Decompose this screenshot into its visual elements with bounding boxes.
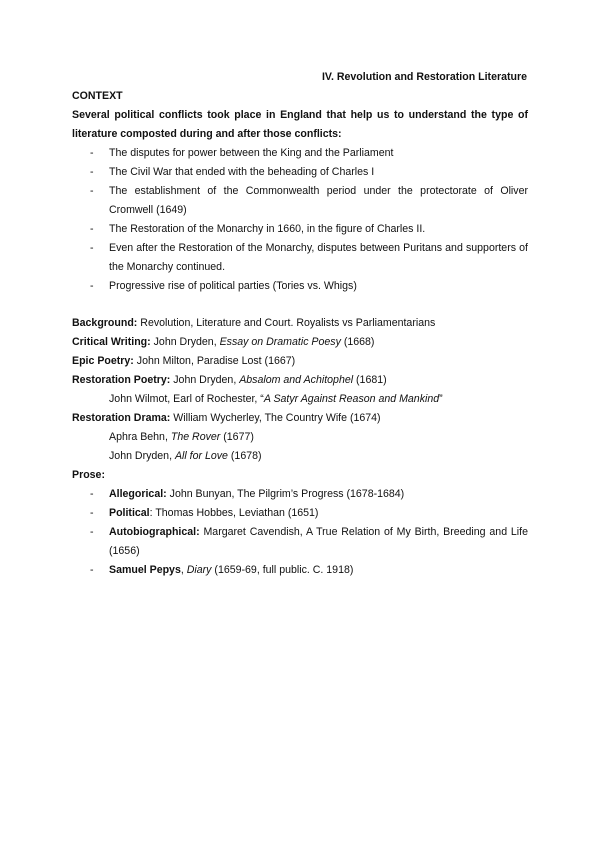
section-title: IV. Revolution and Restoration Literature: [321, 71, 527, 83]
restoration-drama-entry: John Dryden, All for Love (1678): [109, 450, 262, 462]
prose-heading: Prose:: [72, 469, 105, 481]
list-item: - The disputes for power between the King and the Parliament: [72, 144, 528, 163]
list-item: - Political: Thomas Hobbes, Leviathan (1651): [72, 504, 528, 523]
restoration-poetry-line: Restoration Poetry: John Dryden, Absalom and Achitophel (1681): [72, 374, 387, 386]
dash-bullet: -: [90, 242, 94, 254]
restoration-poetry-line-2: John Wilmot, Earl of Rochester, “A Satyr Against Reason and Mankind”: [109, 393, 443, 405]
list-item: - Autobiographical: Margaret Cavendish, A True Relation of My Birth, Breeding and Life (1656): [72, 523, 528, 561]
list-item: - The establishment of the Commonwealth period under the protectorate of Oliver Cromwell (1649): [72, 182, 528, 220]
list-item: - The Restoration of the Monarchy in 1660, in the figure of Charles II.: [72, 220, 528, 239]
context-heading: CONTEXT: [72, 90, 123, 102]
dash-bullet: -: [90, 564, 94, 576]
dash-bullet: -: [90, 223, 94, 235]
list-item: - Samuel Pepys, Diary (1659-69, full public. C. 1918): [72, 561, 528, 580]
context-intro: Several political conflicts took place in England that help us to understand the type of literature composted during and after those conflicts:: [72, 109, 528, 140]
spacer: [72, 296, 528, 314]
epic-poetry-line: Epic Poetry: John Milton, Paradise Lost (1667): [72, 355, 296, 367]
document-body: [72, 87, 528, 580]
dash-bullet: -: [90, 147, 94, 159]
list-item: - Allegorical: John Bunyan, The Pilgrim’s Progress (1678-1684): [72, 485, 528, 504]
restoration-drama-line: Restoration Drama: William Wycherley, The Country Wife (1674): [72, 412, 381, 424]
dash-bullet: -: [90, 166, 94, 178]
prose-list: [72, 485, 528, 580]
context-list: [72, 144, 528, 296]
restoration-drama-entry: Aphra Behn, The Rover (1677): [109, 431, 254, 443]
background-line: Background: Revolution, Literature and Court. Royalists vs Parliamentarians: [72, 317, 436, 329]
critical-writing-line: Critical Writing: John Dryden, Essay on Dramatic Poesy (1668): [72, 336, 375, 348]
list-item: - Progressive rise of political parties (Tories vs. Whigs): [72, 277, 528, 296]
dash-bullet: -: [90, 280, 94, 292]
list-item: - Even after the Restoration of the Monarchy, disputes between Puritans and supporters of the Monarchy continued.: [72, 239, 528, 277]
dash-bullet: -: [90, 185, 94, 197]
list-item: - The Civil War that ended with the beheading of Charles I: [72, 163, 528, 182]
dash-bullet: -: [90, 507, 94, 519]
dash-bullet: -: [90, 488, 94, 500]
dash-bullet: -: [90, 526, 94, 538]
